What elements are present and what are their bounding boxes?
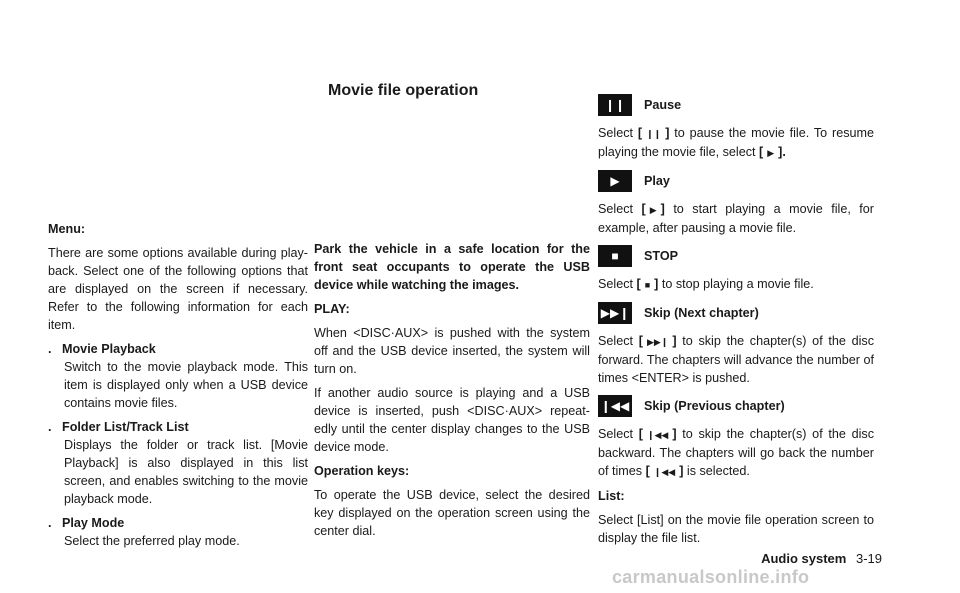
bullet-dot: . (48, 516, 52, 530)
play-row (598, 170, 874, 192)
skip-previous-icon: [ ❙◀◀ ] (645, 464, 684, 478)
list-text: Select [List] on the movie file operation screen to display the file list. (598, 513, 874, 545)
skip-previous-icon: [ ❙◀◀ ] (638, 427, 677, 441)
bullet-dot: . (48, 420, 52, 434)
skip-next-icon: ▶▶❙ (598, 302, 632, 324)
play-mode-desc: Select the preferred play mode. (64, 534, 240, 548)
stop-title: STOP (644, 249, 679, 263)
skip-next-text: Select [ ▶▶❙ ] to skip the chapter(s) of the disc forward. The chapters will advance the number of times <ENTER> is pushed. (598, 334, 875, 385)
pause-icon: ❙❙ (598, 94, 632, 116)
pause-text: Select [ ❙❙ ] to pause the movie file. To resume playing the movie file, select [ ▶ ]. (598, 126, 875, 159)
play-title: Play (644, 174, 670, 188)
page-footer (761, 550, 882, 568)
play-icon: [ ▶ ]. (759, 145, 786, 159)
menu-intro: There are some options available during play-back. Select one of the following options that are displayed on the screen if necessary. Refer to the following information for each item. (48, 246, 308, 332)
skip-next-row (598, 302, 874, 324)
stop-row (598, 245, 874, 267)
stop-icon: ■ (598, 245, 632, 267)
bullet-dot: . (48, 342, 52, 356)
list-heading: List: (598, 489, 625, 503)
bullet-folder-list: . Folder List/Track List (48, 420, 189, 434)
safety-warning: Park the vehicle in a safe location for the front seat occupants to operate the USB device while watching the images. (314, 242, 590, 292)
pause-row (598, 94, 874, 116)
skip-prev-title: Skip (Previous chapter) (644, 399, 785, 413)
page-number: 3-19 (855, 551, 882, 566)
folder-list-desc: Displays the folder or track list. [Movie Playback] is also displayed in this list screen, and enables switching to the movie playback mode. (64, 438, 308, 506)
middle-column (314, 240, 590, 546)
skip-previous-icon: ❙◀◀ (598, 395, 632, 417)
operation-keys-text: To operate the USB device, select the desired key displayed on the operation screen using the center dial. (314, 488, 590, 538)
movie-playback-desc: Switch to the movie playback mode. This item is displayed only when a USB device contains movie files. (64, 360, 308, 410)
pause-icon: [ ❙❙ ] (637, 126, 670, 140)
stop-text: Select [ ■ ] to stop playing a movie file. (598, 277, 814, 291)
stop-icon: [ ■ ] (636, 277, 659, 291)
pause-title: Pause (644, 98, 682, 112)
skip-next-icon: [ ▶▶❙ ] (638, 334, 677, 348)
play-heading: PLAY: (314, 302, 350, 316)
play-icon: [ ▶ ] (641, 202, 665, 216)
menu-heading: Menu: (48, 222, 86, 236)
skip-prev-text: Select [ ❙◀◀ ] to skip the chapter(s) of the disc backward. The chapters will go back the number of times [ ❙◀◀ ] is selected. (598, 427, 875, 478)
play-text-2: If another audio source is playing and a USB device is inserted, push <DISC·AUX> repeat-edly until the center display changes to the USB device mode. (314, 386, 590, 454)
watermark: carmanualsonline.info (612, 567, 810, 587)
section-title: Movie file operation (328, 82, 479, 99)
skip-prev-row (598, 395, 874, 417)
footer-section: Audio system (761, 551, 847, 566)
play-text-1: When <DISC·AUX> is pushed with the system off and the USB device inserted, the system will turn on. (314, 326, 590, 376)
bullet-play-mode: . Play Mode (48, 516, 125, 530)
operation-keys-heading: Operation keys: (314, 464, 410, 478)
left-column (48, 220, 308, 552)
right-column (598, 86, 874, 553)
play-icon: ▶ (598, 170, 632, 192)
bullet-movie-playback: . Movie Playback (48, 342, 156, 356)
skip-next-title: Skip (Next chapter) (644, 306, 759, 320)
play-text: Select [ ▶ ] to start playing a movie file, for example, after pausing a movie file. (598, 202, 874, 235)
